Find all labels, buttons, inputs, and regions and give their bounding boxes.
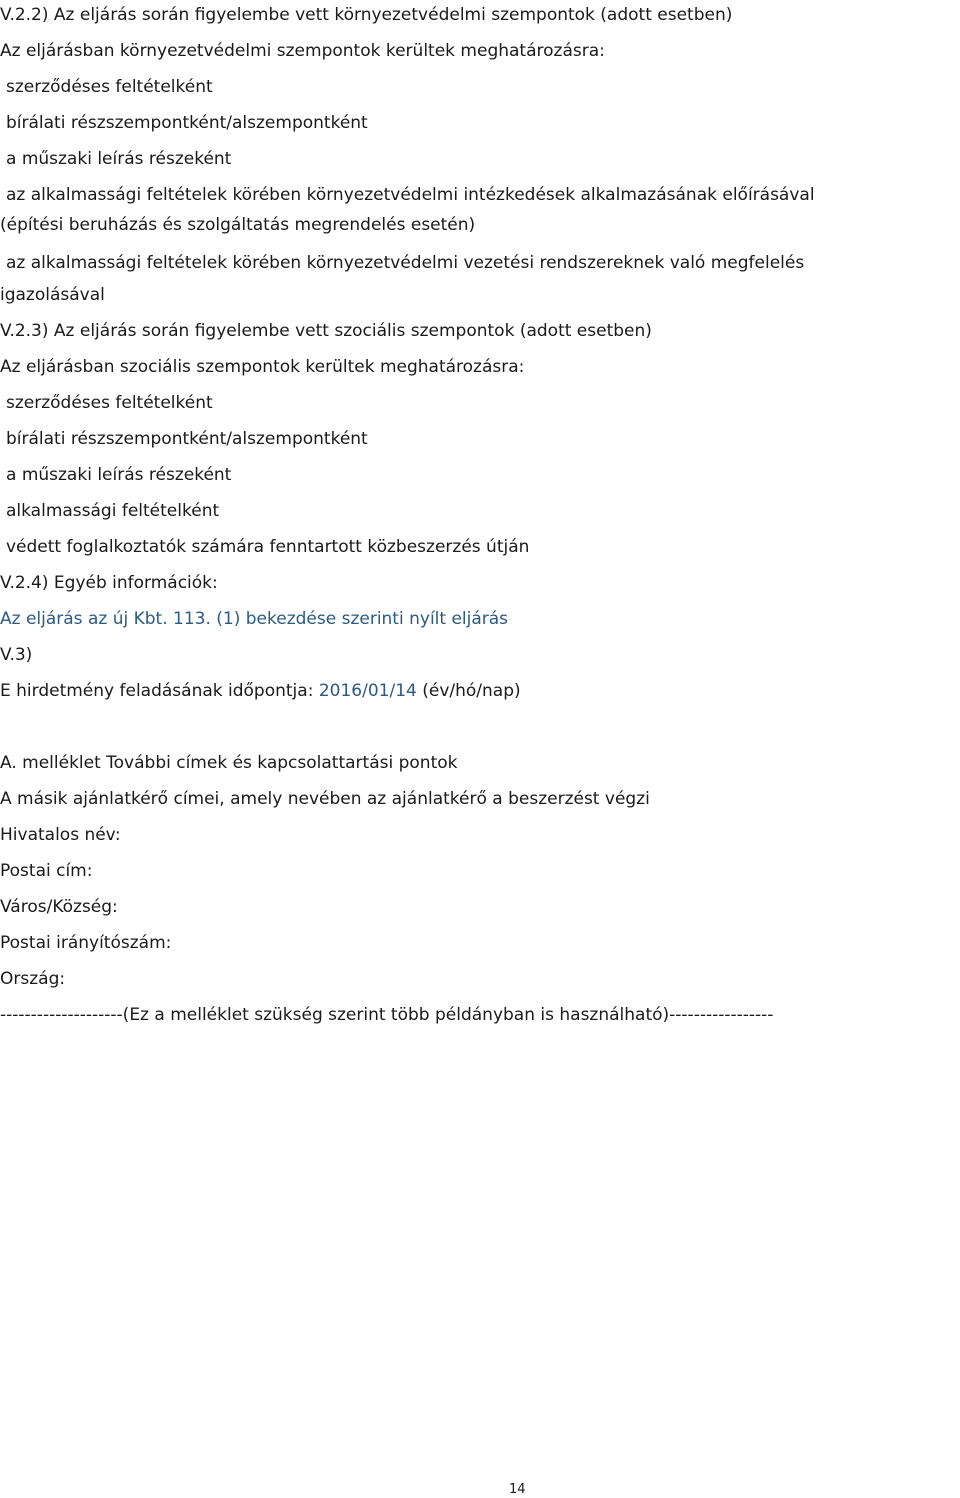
notice-date-label: E hirdetmény feladásának időpontja: xyxy=(0,681,319,701)
annex-a-subheading: A másik ajánlatkérő címei, amely nevében az ajánlatkérő a beszerzést végzi xyxy=(0,789,650,809)
section-v22-item: szerződéses feltételként xyxy=(6,77,213,97)
section-v22-item: bírálati részszempontként/alszempontként xyxy=(6,113,368,133)
notice-date-row xyxy=(0,681,521,701)
section-v23-item: bírálati részszempontként/alszempontként xyxy=(6,429,368,449)
section-v22-item: igazolásával xyxy=(0,285,105,305)
section-v22-heading: V.2.2) Az eljárás során figyelembe vett környezetvédelmi szempontok (adott esetben) xyxy=(0,5,733,25)
section-v24-heading: V.2.4) Egyéb információk: xyxy=(0,573,218,593)
notice-date-value: 2016/01/14 xyxy=(318,681,417,701)
section-v22-item: a műszaki leírás részeként xyxy=(6,149,232,169)
section-v23-item: védett foglalkoztatók számára fenntartott közbeszerzés útján xyxy=(6,537,530,557)
page-number: 14 xyxy=(509,1482,526,1497)
section-v22-item: az alkalmassági feltételek körében környezetvédelmi vezetési rendszereknek való megfelelés xyxy=(6,253,805,273)
annex-a-field-official-name: Hivatalos név: xyxy=(0,825,121,845)
section-v23-item: szerződéses feltételként xyxy=(6,393,213,413)
section-v24-value: Az eljárás az új Kbt. 113. (1) bekezdése szerinti nyílt eljárás xyxy=(0,609,509,629)
section-v23-heading: V.2.3) Az eljárás során figyelembe vett szociális szempontok (adott esetben) xyxy=(0,321,652,341)
notice-date-format: (év/hó/nap) xyxy=(416,681,521,701)
section-v23-item: a műszaki leírás részeként xyxy=(6,465,232,485)
annex-a-field-country: Ország: xyxy=(0,969,66,989)
section-v22-item: (építési beruházás és szolgáltatás megrendelés esetén) xyxy=(0,215,476,235)
annex-a-field-postal-address: Postai cím: xyxy=(0,861,93,881)
section-v23-item: alkalmassági feltételként xyxy=(6,501,220,521)
section-v22-item: az alkalmassági feltételek körében környezetvédelmi intézkedések alkalmazásának előírásával xyxy=(6,185,815,205)
annex-a-field-city: Város/Község: xyxy=(0,897,118,917)
section-v3-heading: V.3) xyxy=(0,645,33,665)
section-v23-intro: Az eljárásban szociális szempontok kerültek meghatározásra: xyxy=(0,357,525,377)
section-v22-intro: Az eljárásban környezetvédelmi szempontok kerültek meghatározásra: xyxy=(0,41,605,61)
annex-a-heading: A. melléklet További címek és kapcsolattartási pontok xyxy=(0,753,458,773)
annex-a-separator: --------------------(Ez a melléklet szükség szerint több példányban is használható)----------------- xyxy=(0,1005,774,1025)
annex-a-field-postal-code: Postai irányítószám: xyxy=(0,933,172,953)
